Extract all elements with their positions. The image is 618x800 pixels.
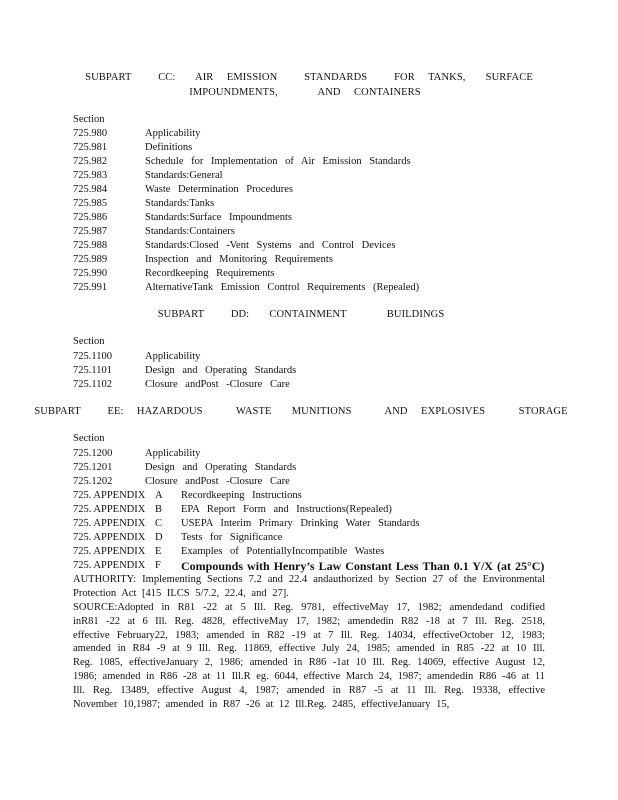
appendix-letter: A bbox=[155, 490, 163, 501]
section-number: 725.1200 bbox=[73, 448, 113, 459]
appendix-title: Tests for Significance bbox=[181, 532, 283, 543]
section-number: 725.990 bbox=[73, 268, 108, 279]
section-title: Closure andPost -Closure Care bbox=[145, 379, 290, 390]
section-title: Applicability bbox=[145, 128, 201, 139]
section-number: 725.991 bbox=[73, 282, 108, 293]
section-number: 725.1100 bbox=[73, 351, 112, 362]
subpart-dd-section-label: Section bbox=[73, 336, 105, 347]
section-number: 725.985 bbox=[73, 198, 108, 209]
section-title: Standards:Surface Impoundments bbox=[145, 212, 293, 223]
section-number: 725.981 bbox=[73, 142, 108, 153]
appendix-letter: B bbox=[155, 504, 163, 515]
appendix-number: 725. APPENDIX bbox=[73, 504, 146, 515]
section-number: 725.1101 bbox=[73, 365, 112, 376]
section-number: 725.983 bbox=[73, 170, 108, 181]
appendix-letter: D bbox=[155, 532, 163, 543]
section-number: 725.1102 bbox=[73, 379, 112, 390]
section-number: 725.980 bbox=[73, 128, 108, 139]
appendix-title: Examples of PotentiallyIncompatible Wastes bbox=[181, 546, 385, 557]
section-title: Standards:Tanks bbox=[145, 198, 215, 209]
appendix-letter: E bbox=[155, 546, 162, 557]
section-number: 725.1202 bbox=[73, 476, 113, 487]
appendix-title: EPA Report Form and Instructions(Repealed) bbox=[181, 504, 392, 515]
appendix-number: 725. APPENDIX bbox=[73, 560, 146, 571]
section-title: Schedule for Implementation of Air Emission Standards bbox=[145, 156, 411, 167]
section-title: Waste Determination Procedures bbox=[145, 184, 293, 195]
appendix-letter: F bbox=[155, 560, 161, 571]
source-paragraph: SOURCE:Adopted in R81 -22 at 5 Ill. Reg. 9781, effectiveMay 17, 1982; amendedand codified inR81 -22 at 6 Ill. Reg. 4828, effectiveMay 17, 1982; amendedin R82 -18 at 7 Ill. Reg. 2518, effective February22, 1983; amended in R82 -19 at 7 Ill. Reg. 14034, effectiveOctober 12, 1983; amended in R84 -9 at 9 Ill. Reg. 11869, effective July 24, 1985; amended in R85 -22 at 10 Ill. Reg. 1085, effectiveJanuary 2, 1986; amended in R86 -1at 10 Ill. Reg. 14069, effective August 12, 1986; amended in R86 -28 at 11 Ill.R eg. 6044, effective March 24, 1987; amendedin R86 -46 at 11 Ill. Reg. 13489, effective August 4, 1987; amended in R87 -5 at 11 Ill. Reg. 19338, effective November 10,1987; amended in R87 -26 at 12 Ill.Reg. 2485, effectiveJanuary 15, bbox=[73, 602, 545, 710]
section-title: Design and Operating Standards bbox=[145, 462, 297, 473]
subpart-cc-section-label: Section bbox=[73, 114, 105, 125]
section-number: 725.982 bbox=[73, 156, 108, 167]
section-number: 725.986 bbox=[73, 212, 108, 223]
section-number: 725.988 bbox=[73, 240, 108, 251]
subpart-dd-heading: SUBPART DD: CONTAINMENT BUILDINGS bbox=[157, 309, 445, 320]
section-number: 725.1201 bbox=[73, 462, 113, 473]
subpart-cc-heading-line1: SUBPART CC: AIR EMISSION STANDARDS FOR TANKS, SURFACE bbox=[85, 72, 533, 83]
section-number: 725.984 bbox=[73, 184, 108, 195]
subpart-cc-heading-line2: IMPOUNDMENTS, AND CONTAINERS bbox=[189, 87, 421, 98]
section-title: Inspection and Monitoring Requirements bbox=[145, 254, 333, 265]
authority-paragraph: AUTHORITY: Implementing Sections 7.2 and 22.4 andauthorized by Section 27 of the Environmental Protection Act [415 ILCS 5/7.2, 22.4, and 27]. bbox=[73, 574, 545, 599]
section-title: AlternativeTank Emission Control Requirements (Repealed) bbox=[145, 282, 420, 293]
section-title: Definitions bbox=[145, 142, 193, 153]
section-title: Recordkeeping Requirements bbox=[145, 268, 275, 279]
section-title: Applicability bbox=[145, 351, 201, 362]
section-title: Design and Operating Standards bbox=[145, 365, 297, 376]
section-title: Closure andPost -Closure Care bbox=[145, 476, 290, 487]
appendix-title: USEPA Interim Primary Drinking Water Standards bbox=[181, 518, 420, 529]
appendix-number: 725. APPENDIX bbox=[73, 490, 146, 501]
section-title: Applicability bbox=[145, 448, 201, 459]
appendix-title: Compounds with Henry’s Law Constant Less Than 0.1 Y/X (at 25°C) bbox=[181, 559, 545, 573]
section-number: 725.989 bbox=[73, 254, 108, 265]
appendix-number: 725. APPENDIX bbox=[73, 546, 146, 557]
appendix-letter: C bbox=[155, 518, 163, 529]
subpart-ee-section-label: Section bbox=[73, 433, 105, 444]
appendix-number: 725. APPENDIX bbox=[73, 532, 146, 543]
subpart-ee-heading: SUBPART EE: HAZARDOUS WASTE MUNITIONS AND EXPLOSIVES STORAGE bbox=[34, 406, 568, 417]
section-title: Standards:Containers bbox=[145, 226, 235, 237]
appendix-title: Recordkeeping Instructions bbox=[181, 490, 302, 501]
section-title: Standards:General bbox=[145, 170, 223, 181]
section-title: Standards:Closed -Vent Systems and Control Devices bbox=[145, 240, 396, 251]
appendix-number: 725. APPENDIX bbox=[73, 518, 146, 529]
section-number: 725.987 bbox=[73, 226, 108, 237]
